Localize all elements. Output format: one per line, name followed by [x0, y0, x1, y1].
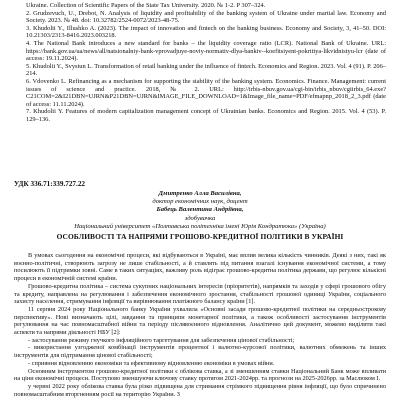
author-block [0, 190, 400, 231]
author-degree: доктор економічних наук, доцент [152, 198, 248, 206]
affiliation: Національний університет «Полтавська політехніка імені Юрія Кондратюка» (Україна) [74, 222, 326, 230]
reference-item: 5. Khudolii Y., Svystun L. Transformation of retail banking under the influence of fintech. Economics and Region. 2023. Vol. 4 (91). P. 206–214. [26, 62, 386, 78]
body-paragraph: В умовах сьогодення на економічні процеси, які відбуваються в Україні, має вплив велика кількість чинників. Деякі з них, такі як воєнно-політичні, створюють загрозу не лише стабільності, а й ставлять під питання взагалі існування економічної системи, а тому посилюють її підтримки зовні. Саме в таких ситуаціях, важливу роль відіграє грошово-кредитна політика держави, що регулює кількісні процеси в економічній системі країни. [14, 252, 386, 283]
reference-item: 7. Khudolii Y. Features of modern capitalization management concept of Ukrainian banks. Economics and Region. 2015. Vol. 4 (53). P. 129–136. [26, 108, 386, 123]
reference-item: 2. Grudzevuch, U., Drebot, N. Analysis of liquidity and profitability of the banking system of Ukraine under martial law. Economy and Society. 2023. № 48. doi: 10.32782/2524-0072/2023-48-75. [26, 9, 386, 25]
body-paragraph: - сприяння відновленню економіки та ефективному відновленню економіки в умовах війни. [28, 359, 275, 367]
author-name: Дмитренко Алла Василівна, [158, 190, 242, 197]
reference-item: 3. Khudolii Y., Illushko A. (2023). The impact of innovation and fintech on the banking business. Economy and Society, 3, 41–50. DOI: 10.21303/2313-8416.2023.003218. [26, 24, 386, 40]
author-degree: здобувачка [184, 214, 216, 222]
body-paragraph: 11 серпня 2024 року Національного банку України ухвалила «Основні засади грошово-кредитної політики на середньострокову перспективу». Нові визначають цілі, завдання та принципи монетарної політики, а також особливості застосування інструментів регулювання на час повномасштабної війни та періоду післявоєнного відновлення. Аналітично цей документ, можемо виділити такі аспекти та напрями діяльності НБУ [2]: [14, 305, 386, 337]
body-paragraph: Основним інструментом грошово-кредитної політики є облікова ставка, а зі зменшенням ставки Національний Банк може впливати на ціни економічні процеси. Поступово зменшуючи ключову ставку протягом 2021-2024рр. та прогнози на 2025-2026рр. за Маслюком І. [14, 367, 386, 383]
body-paragraph: Грошово-кредитна політика – система сукупних національних інтересів (пріоритетів), напрямків та заходів у сфері грошового обігу та кредиту, направлена на регулювання і забезпечення економічного зростання, стабільності грошової одиниці України, соціального захисту населення, стримування інфляції та вирівнювання платіжного балансу країни [1]. [14, 282, 386, 306]
body-paragraph: - використання узгодженої комбінації інструментів процентної і валютно-курсової політики, валютних обмежень та інших інструментів для підтримання цінової стабільності; [14, 344, 386, 360]
article-body [14, 252, 386, 398]
body-paragraph: у червні 2022 року облікова ставка була різко підвищена для стримання стрімкого підвищення рівня інфляції, що було спричинено повномасштабним вторгненням росії на територію України. З [14, 382, 386, 398]
article-title: ОСОБЛИВОСТІ ТА НАПРЯМИ ГРОШОВО-КРЕДИТНОЇ ПОЛІТИКИ В УКРАЇНІ [56, 232, 344, 241]
udc-code: УДК 336.71:339.727.22 [14, 180, 86, 188]
reference-item: 6. Vdovenko L. Refinancing as a mechanism for supporting the stability of the banking system. Economics. Finance. Management: current issues of science and practice. 2018, № 2. URL: http://irbis-nbuv.gov.ua/cgi-bin/irbis_nbuv/cgiirbis_64.exe?C21COM=2&I21DBN=UJRN&P21DBN=UJRN&IMAGE_FILE_DOWNLOAD=1&Image_file_name=PDF/efmapnp_2018_2_3.pdf (date of access: 11.11.2024). [26, 77, 386, 108]
reference-item: Ukraine. Collection of Scientific Papers of the State Tax University. 2020. № 1-2. P 307–324. [26, 2, 266, 9]
body-paragraph: - застосування режиму гнучкого інфляційного таргетування для забезпечення цінової стабільності; [28, 336, 295, 344]
author-name: Бабець Валентина Андріївна, [156, 206, 244, 214]
reference-item: 4. The National Bank introduces a new standard for banks – the liquidity coverage ratio (LCR). National Bank of Ukraine. URL: https://bank.gov.ua/ua/news/all/natsionalniy-bank-vprovadjuye-noviy-normativ-dlya-bankiv--koefitsiyent-pokrittya-likvidnistyu-lcr (date of access: 19.11.2024). [26, 39, 386, 63]
reference-list [14, 2, 386, 124]
